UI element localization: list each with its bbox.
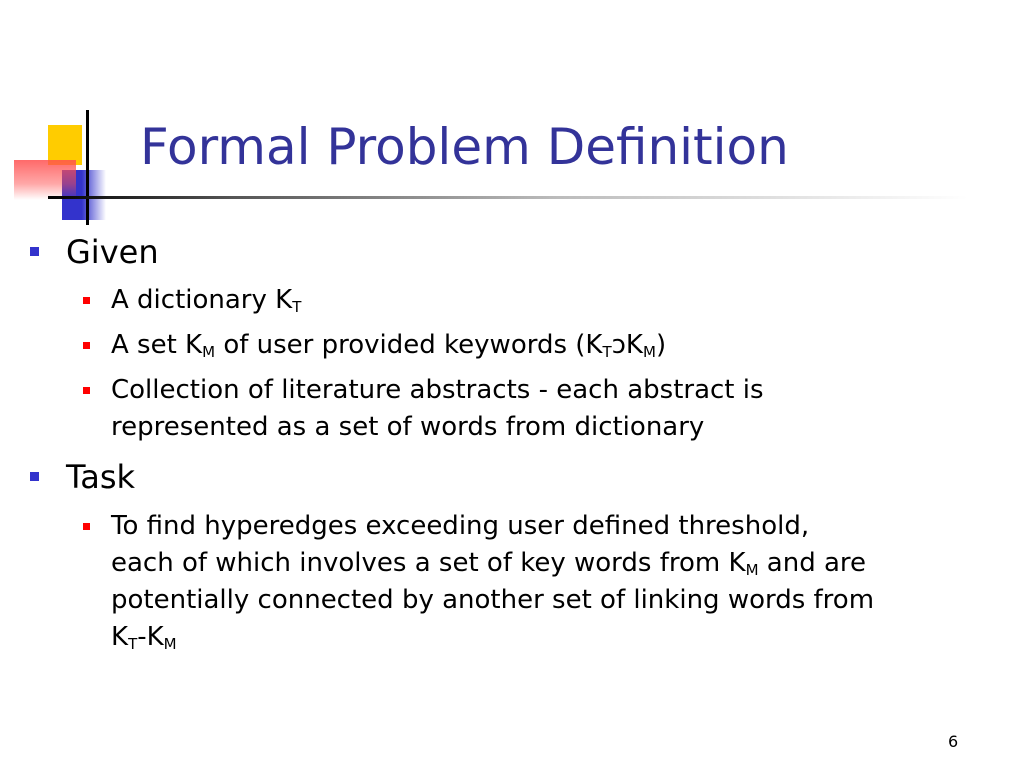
keyword-set-part1: A set K	[111, 330, 203, 360]
task-line-2a: each of which involves a set of key words from K	[111, 548, 746, 578]
sub-bullet-square-icon	[83, 387, 90, 394]
bullet-task-label: Task	[66, 458, 136, 496]
task-line-4-subscript-1: T	[128, 635, 138, 653]
task-line-4a: K	[111, 622, 129, 652]
keyword-set-sub3: M	[642, 343, 656, 361]
sub-bullet-keyword-set	[111, 327, 1011, 364]
sub-bullet-task-description	[111, 508, 1011, 656]
slide-title: Formal Problem Definition	[140, 118, 789, 176]
collection-line-1: Collection of literature abstracts - each abstract is	[111, 375, 764, 405]
bullet-square-icon	[30, 247, 39, 256]
task-line-2	[111, 545, 1011, 582]
task-line-1: To find hyperedges exceeding user defined threshold,	[111, 511, 810, 541]
task-line-3: potentially connected by another set of linking words from	[111, 585, 875, 615]
decor-yellow-square	[48, 125, 82, 165]
keyword-set-part3: ɔK	[611, 330, 643, 360]
sub-bullet-square-icon	[83, 297, 90, 304]
task-line-4b: -K	[137, 622, 164, 652]
task-line-4	[111, 619, 1011, 656]
collection-line-2: represented as a set of words from dictionary	[111, 412, 705, 442]
keyword-set-sub2: T	[602, 343, 612, 361]
sub-bullet-collection	[111, 372, 1011, 446]
bullet-square-icon	[30, 472, 39, 481]
bullet-given	[66, 233, 159, 271]
task-line-4-subscript-2: M	[163, 635, 177, 653]
task-line-2-subscript: M	[745, 561, 759, 579]
page-number: 6	[948, 732, 959, 751]
sub-bullet-dictionary	[111, 282, 1011, 319]
bullet-given-label: Given	[66, 233, 159, 271]
bullet-task	[66, 458, 136, 496]
keyword-set-sub1: M	[202, 343, 216, 361]
dictionary-text: A dictionary K	[111, 285, 293, 315]
title-underline	[48, 196, 968, 199]
keyword-set-part2: of user provided keywords (K	[215, 330, 603, 360]
sub-bullet-square-icon	[83, 342, 90, 349]
keyword-set-part4: )	[655, 330, 667, 360]
decor-vertical-line	[86, 110, 89, 225]
sub-bullet-square-icon	[83, 523, 90, 530]
task-line-2b: and are	[758, 548, 867, 578]
decor-red-square	[14, 160, 76, 200]
dictionary-subscript: T	[292, 298, 302, 316]
